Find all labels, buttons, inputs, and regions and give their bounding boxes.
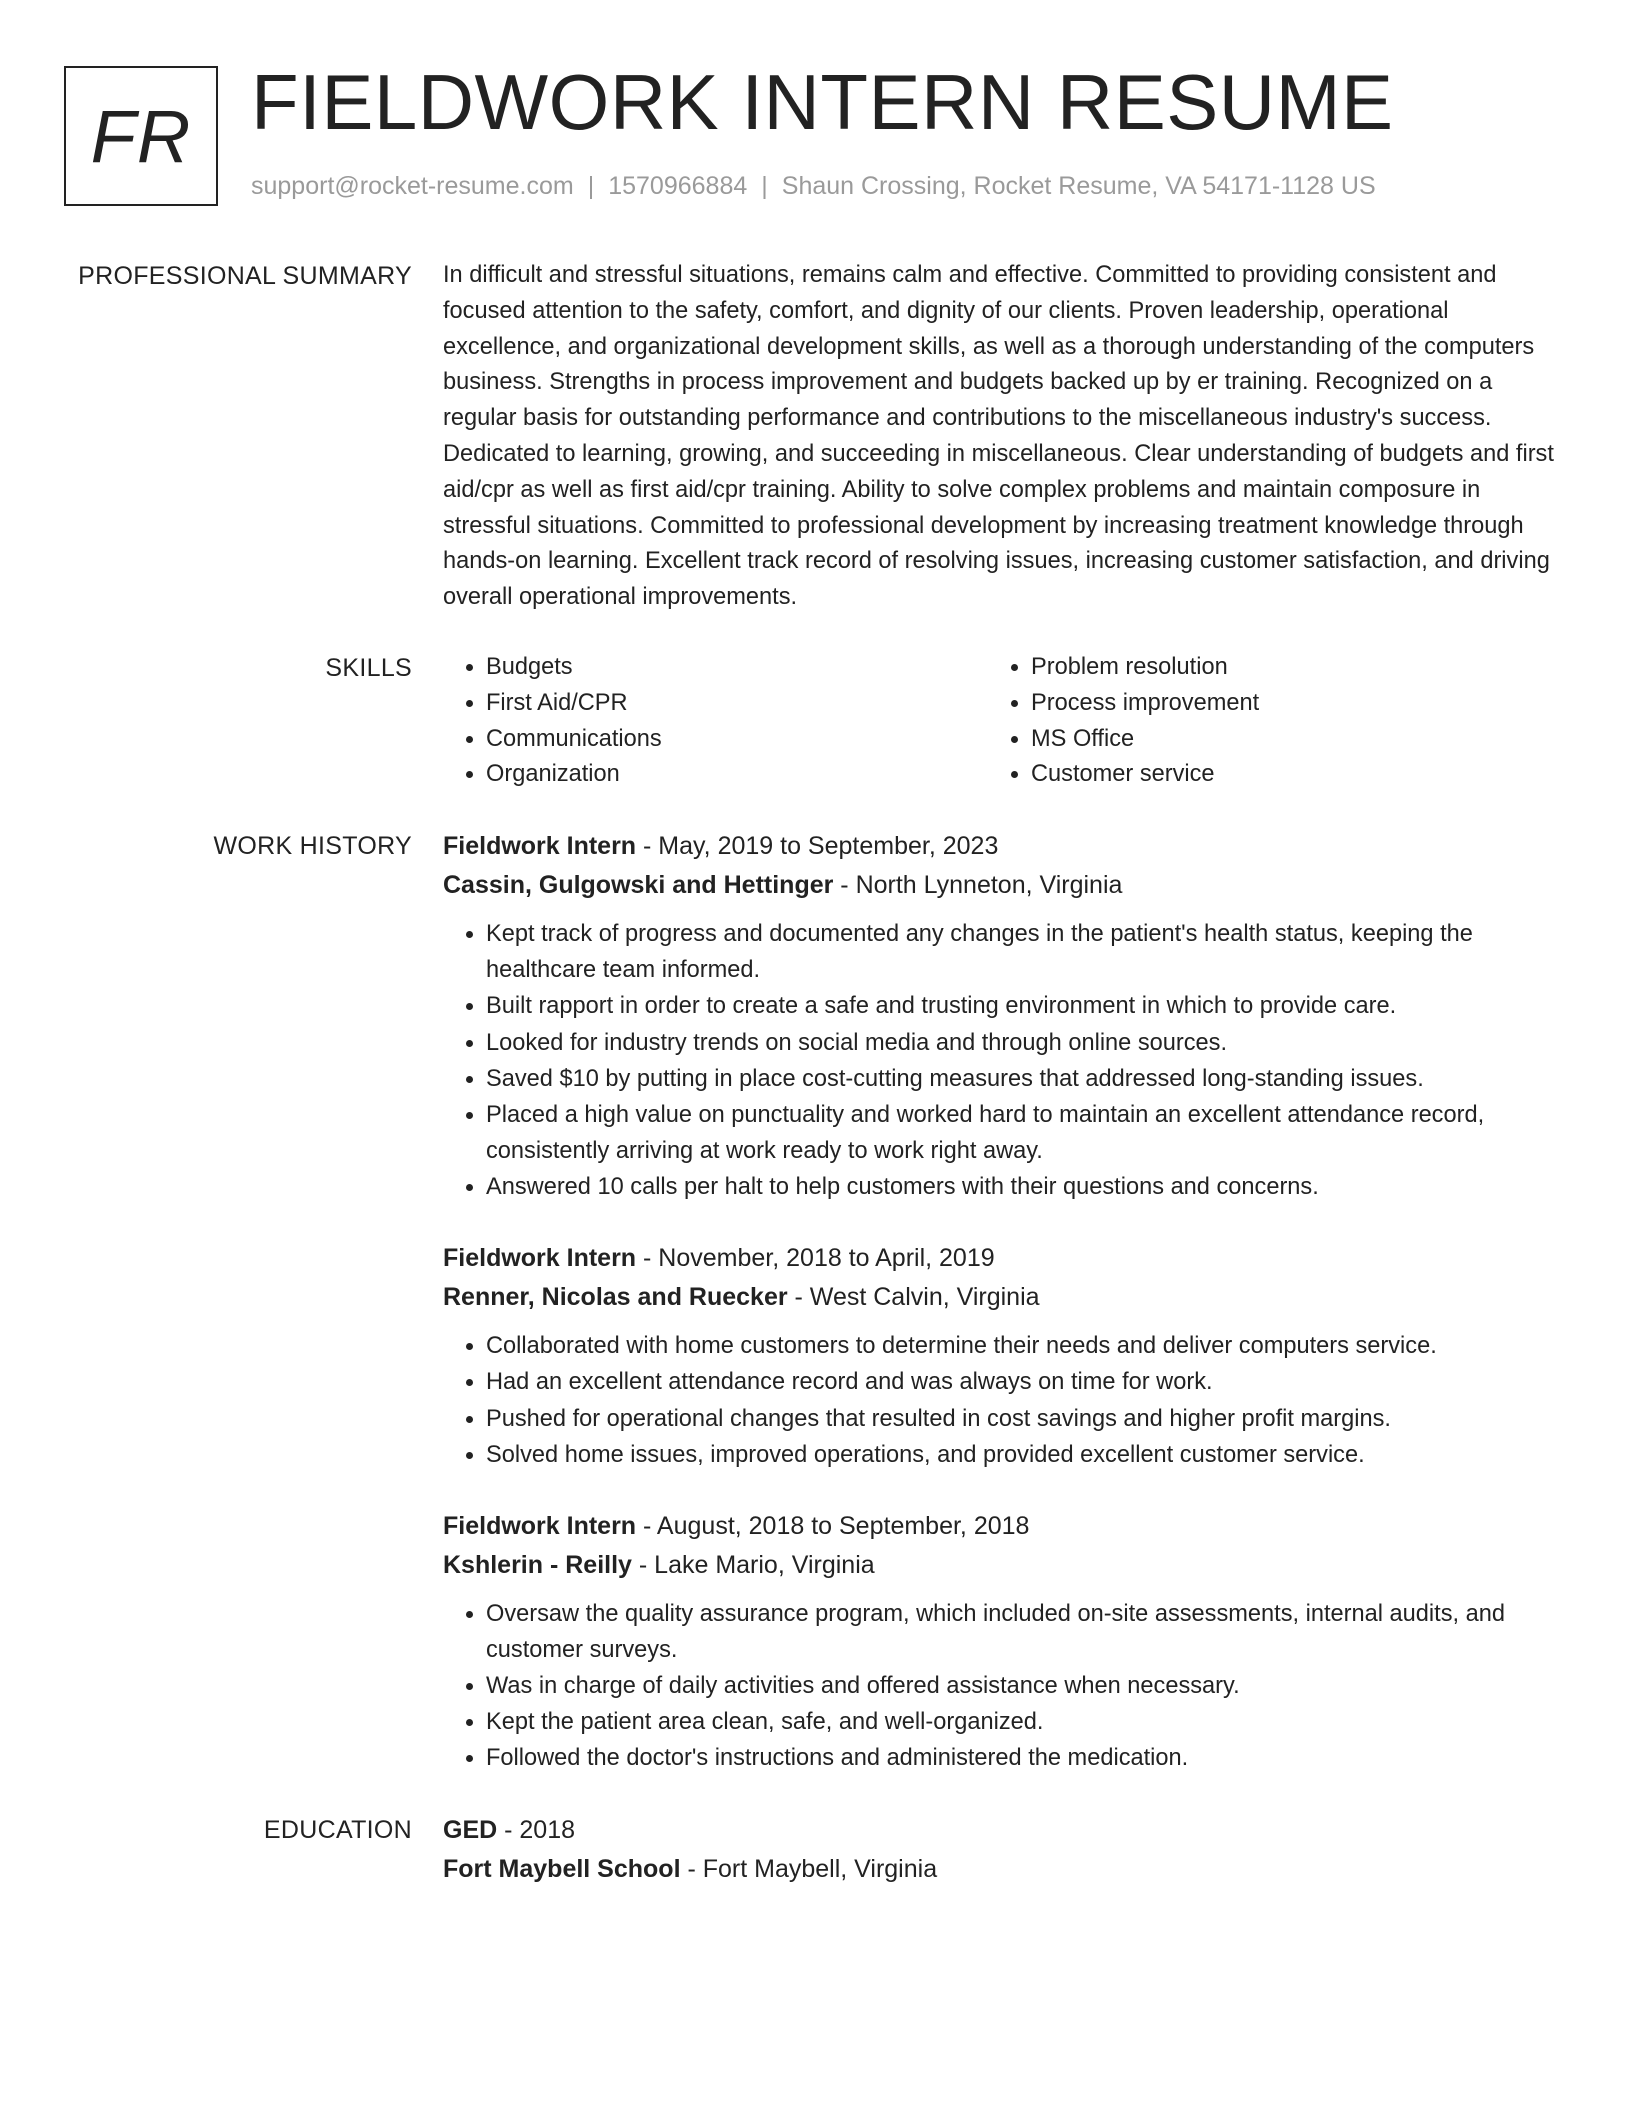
- job-bullet: • Saved $10 by putting in place cost-cutting measures that addressed long-standing issues.: [486, 1062, 1557, 1098]
- resume-content: [0, 258, 1632, 1889]
- job-dates: - November, 2018 to April, 2019: [636, 1244, 995, 1273]
- job-entry: [443, 827, 1557, 1206]
- job-bullet: • Collaborated with home customers to determine their needs and deliver computers service.: [486, 1329, 1557, 1365]
- job-title: Fieldwork Intern: [443, 1244, 637, 1273]
- job-company-line: [443, 1277, 1557, 1317]
- skill-item: • Process improvement: [1031, 686, 1259, 722]
- education-location: - Fort Maybell, Virginia: [680, 1855, 938, 1884]
- job-bullet: • Oversaw the quality assurance program, which included on-site assessments, internal audits, and customer surveys.: [486, 1597, 1557, 1669]
- job-location: - West Calvin, Virginia: [787, 1283, 1040, 1312]
- skill-item: • Communications: [486, 722, 988, 758]
- skills-section: [0, 650, 1632, 793]
- summary-section: [0, 258, 1632, 616]
- job-title: Fieldwork Intern: [443, 1511, 637, 1540]
- job-company-line: [443, 865, 1557, 905]
- job-bullet: • Kept the patient area clean, safe, and well-organized.: [486, 1705, 1557, 1741]
- job-location: - North Lynneton, Virginia: [833, 871, 1123, 900]
- job-bullets: [443, 1329, 1557, 1474]
- job-bullet: • Had an excellent attendance record and was always on time for work.: [486, 1365, 1557, 1401]
- job-bullets: [443, 1597, 1557, 1777]
- skill-item: • Budgets: [486, 650, 988, 686]
- resume-title: FIELDWORK INTERN RESUME: [251, 58, 1394, 146]
- contact-separator: |: [587, 172, 595, 200]
- skills-list: [443, 650, 1557, 793]
- contact-phone: 1570966884: [608, 172, 748, 200]
- education-section: [0, 1811, 1632, 1889]
- work-history-label: WORK HISTORY: [213, 832, 412, 861]
- contact-line: [251, 172, 1376, 201]
- job-bullets: [443, 917, 1557, 1206]
- job-bullet: • Pushed for operational changes that resulted in cost savings and higher profit margins.: [486, 1402, 1557, 1438]
- job-bullet: • Was in charge of daily activities and offered assistance when necessary.: [486, 1669, 1557, 1705]
- job-entry: [443, 1507, 1557, 1777]
- education-degree-line: [443, 1811, 1557, 1849]
- monogram-initials: FR: [64, 66, 218, 206]
- skill-item: • Customer service: [1031, 757, 1259, 793]
- job-dates: - May, 2019 to September, 2023: [636, 832, 999, 861]
- job-bullet: • Followed the doctor's instructions and administered the medication.: [486, 1741, 1557, 1777]
- job-company: Renner, Nicolas and Ruecker: [443, 1283, 788, 1312]
- job-bullet: • Placed a high value on punctuality and worked hard to maintain an excellent attendance record, consistently arriving at work ready to work right away.: [486, 1098, 1557, 1170]
- job-bullet: • Kept track of progress and documented any changes in the patient's health status, keeping the healthcare team informed.: [486, 917, 1557, 989]
- contact-address: Shaun Crossing, Rocket Resume, VA 54171-1128 US: [781, 172, 1376, 200]
- job-dates: - August, 2018 to September, 2018: [636, 1511, 1030, 1540]
- skills-label: SKILLS: [325, 653, 412, 682]
- summary-label: PROFESSIONAL SUMMARY: [78, 262, 412, 290]
- education-degree: GED: [443, 1816, 498, 1845]
- contact-separator: |: [761, 172, 768, 200]
- job-bullet: • Built rapport in order to create a safe and trusting environment in which to provide care.: [486, 989, 1557, 1025]
- job-bullet: • Solved home issues, improved operations, and provided excellent customer service.: [486, 1438, 1557, 1474]
- job-title-line: [443, 827, 1557, 865]
- job-location: - Lake Mario, Virginia: [631, 1550, 875, 1579]
- education-year: - 2018: [497, 1816, 576, 1845]
- summary-text: In difficult and stressful situations, remains calm and effective. Committed to providing consistent and focused attention to the safety, comfort, and dignity of our clients. Proven leadership, operational excellence, and organizational development skills, as well as a thorough understanding of the computers business. Strengths in process improvement and budgets backed up by er training. Recognized on a regular basis for outstanding performance and contributions to the miscellaneous industry's success. Dedicated to learning, growing, and succeeding in miscellaneous. Clear understanding of budgets and first aid/cpr as well as first aid/cpr training. Ability to solve complex problems and maintain composure in stressful situations. Committed to professional development by increasing treatment knowledge through hands-on learning. Excellent track record of resolving issues, increasing customer satisfaction, and driving overall operational improvements.: [443, 262, 1554, 611]
- skills-column-left: [443, 650, 988, 793]
- education-school-line: [443, 1849, 1557, 1889]
- work-history-section: [0, 827, 1632, 1777]
- job-company: Cassin, Gulgowski and Hettinger: [443, 871, 834, 900]
- job-entry: [443, 1239, 1557, 1474]
- skill-item: • First Aid/CPR: [486, 686, 988, 722]
- education-school: Fort Maybell School: [443, 1855, 681, 1884]
- skill-item: • Problem resolution: [1031, 650, 1259, 686]
- job-bullet: • Looked for industry trends on social media and through online sources.: [486, 1026, 1557, 1062]
- skill-item: • MS Office: [1031, 722, 1259, 758]
- skills-column-right: [988, 650, 1259, 793]
- skill-item: • Organization: [486, 757, 988, 793]
- job-title-line: [443, 1507, 1557, 1545]
- job-bullet: • Answered 10 calls per halt to help customers with their questions and concerns.: [486, 1170, 1557, 1206]
- job-company: Kshlerin - Reilly: [443, 1550, 632, 1579]
- education-label: EDUCATION: [263, 1816, 412, 1845]
- job-title: Fieldwork Intern: [443, 832, 637, 861]
- job-title-line: [443, 1239, 1557, 1277]
- job-company-line: [443, 1545, 1557, 1585]
- contact-email: support@rocket-resume.com: [251, 172, 574, 200]
